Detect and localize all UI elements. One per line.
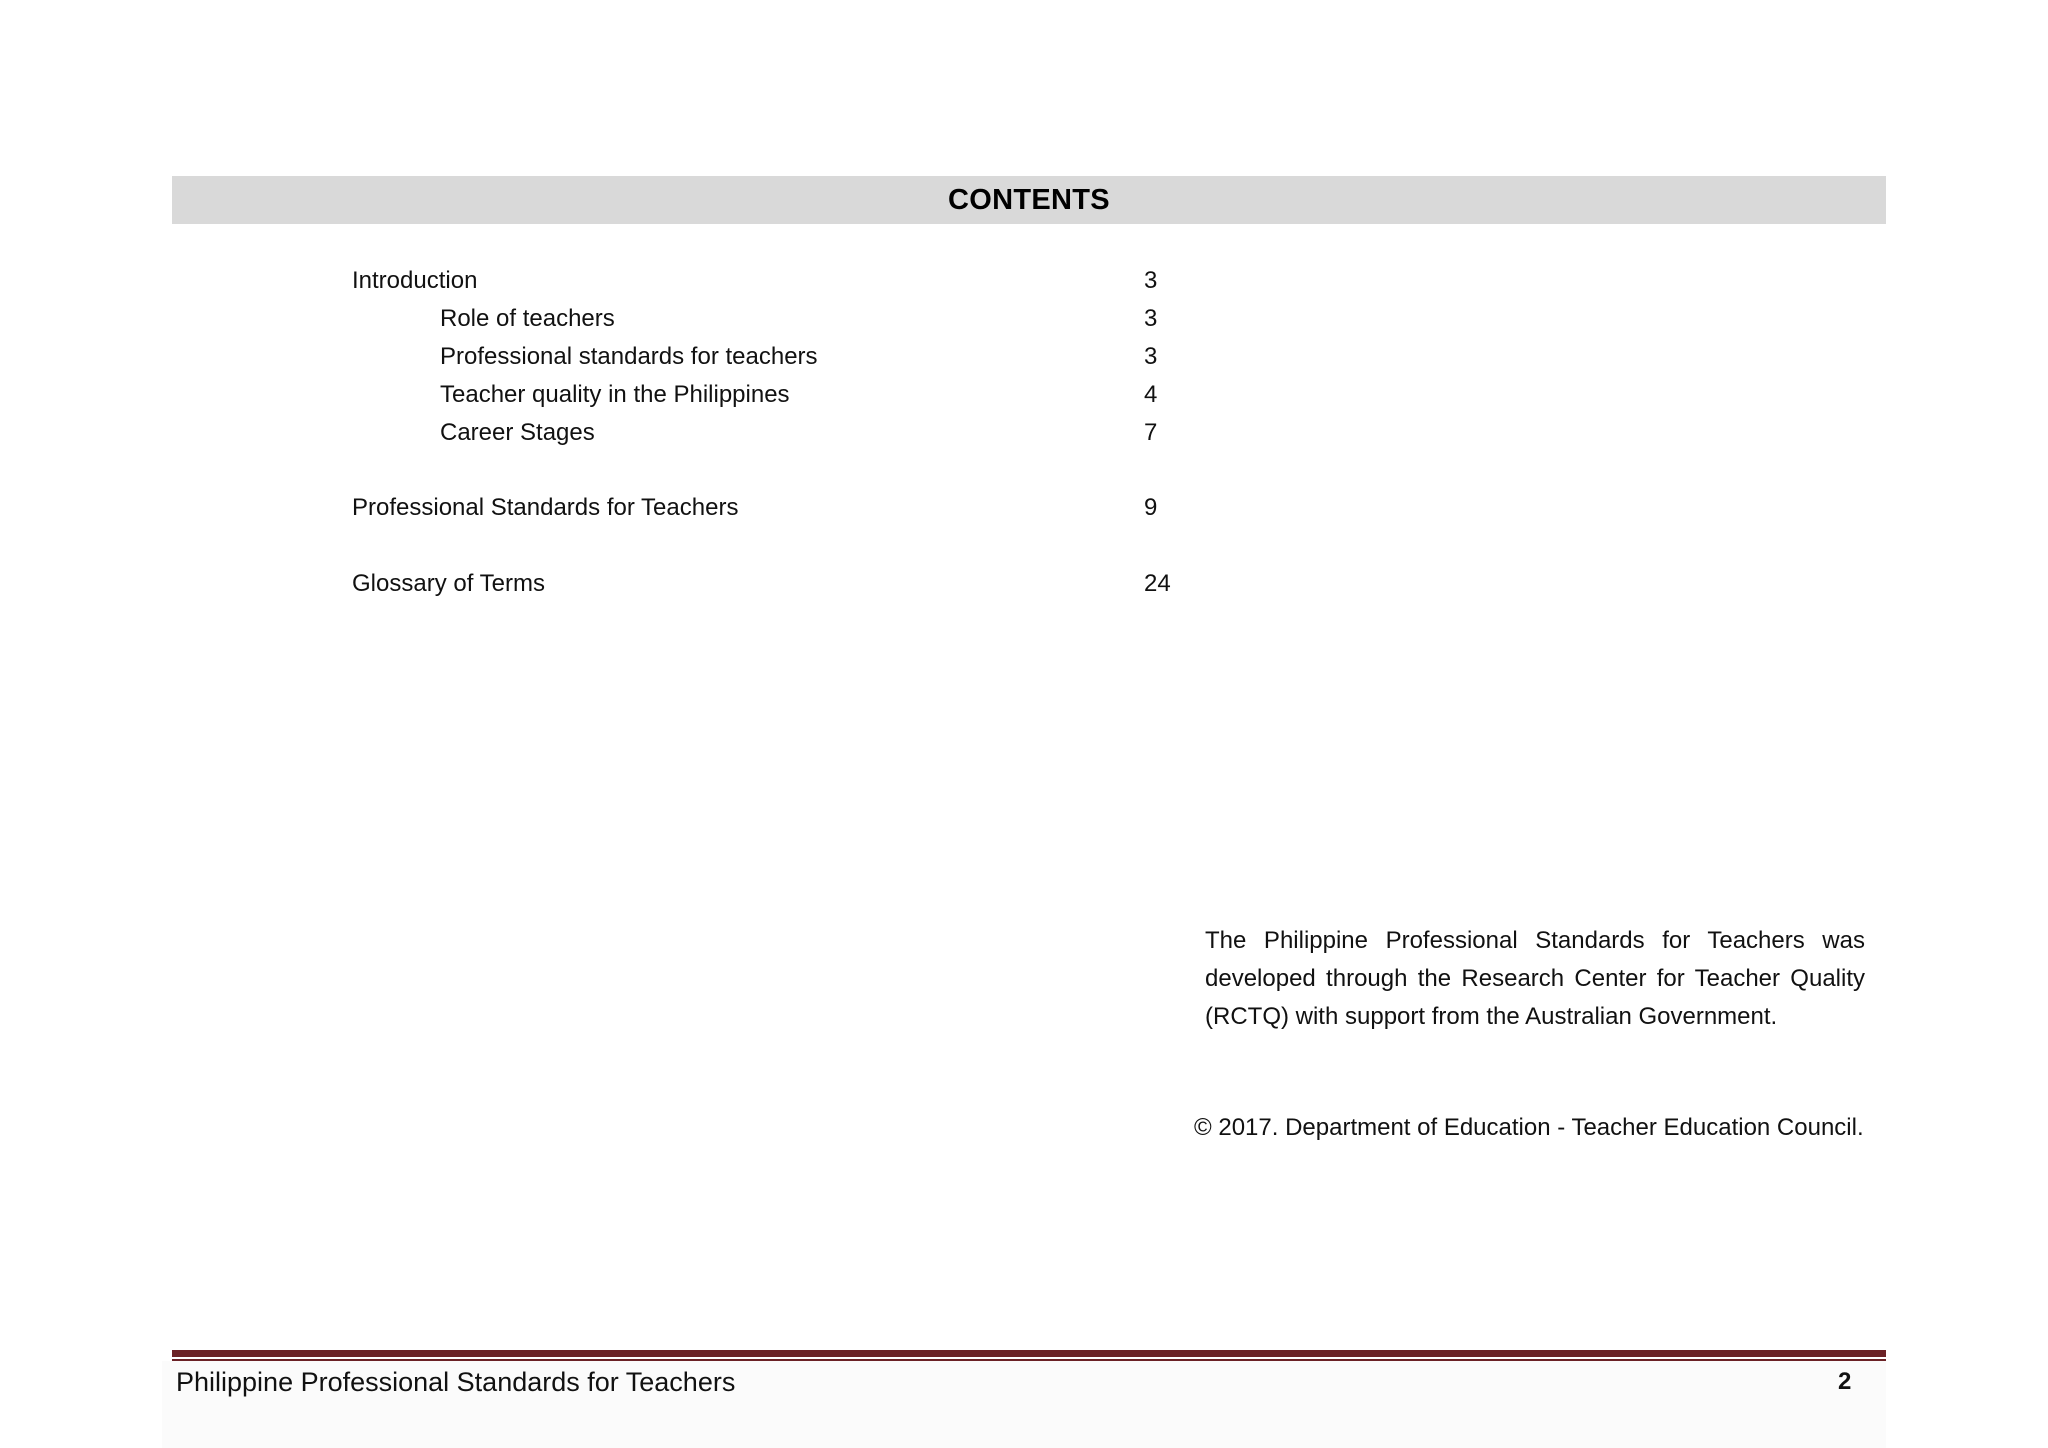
toc-entry-label: Career Stages — [440, 419, 595, 446]
toc-entry-label: Teacher quality in the Philippines — [440, 381, 790, 408]
toc-entry-label: Glossary of Terms — [352, 570, 545, 597]
toc-entry-page: 3 — [1144, 305, 1158, 332]
toc-entry-page: 9 — [1144, 494, 1158, 521]
contents-title: CONTENTS — [948, 183, 1110, 216]
copyright-notice: © 2017. Department of Education - Teacher Education Council. — [1194, 1114, 1864, 1141]
footer-document-title: Philippine Professional Standards for Teachers — [176, 1367, 736, 1397]
toc-entry-page: 24 — [1144, 570, 1171, 597]
toc-entry-page: 3 — [1144, 267, 1158, 294]
toc-entry-page: 7 — [1144, 419, 1158, 446]
contents-header-band — [172, 176, 1886, 224]
toc-entry-label: Professional standards for teachers — [440, 343, 818, 370]
toc-entry-page: 4 — [1144, 381, 1158, 408]
toc-entry-label: Role of teachers — [440, 305, 615, 332]
toc-entry-label: Professional Standards for Teachers — [352, 494, 739, 521]
toc-entry-label: Introduction — [352, 267, 478, 294]
credits-paragraph: The Philippine Professional Standards for Teachers was developed through the Research Center for Teacher Quality (RCTQ) with support from the Australian Government. — [1205, 927, 1865, 1030]
footer-page-number: 2 — [1838, 1368, 1852, 1395]
toc-entry-page: 3 — [1144, 343, 1158, 370]
footer-rule-thick — [172, 1350, 1886, 1357]
